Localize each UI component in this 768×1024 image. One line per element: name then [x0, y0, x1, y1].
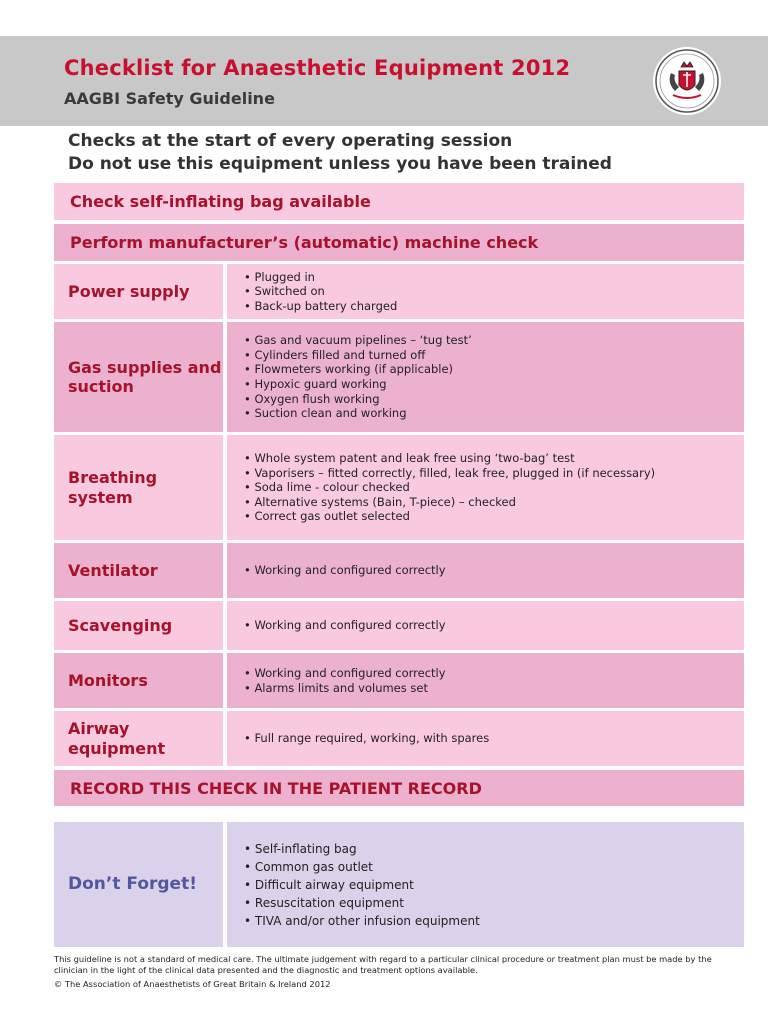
section-scavenging [54, 601, 744, 650]
section-label: Ventilator [54, 543, 223, 598]
section-label: Gas supplies and suction [54, 322, 223, 432]
coat-of-arms-icon [653, 47, 721, 115]
list-item: • TIVA and/or other infusion equipment [244, 913, 480, 928]
footer-disclaimer: This guideline is not a standard of medical care. The ultimate judgement with regard to a particular clinical procedure or treatment plan must be made by the clinician in the light of the clinical data presented and the diagnostic and treatment options available. [54, 954, 712, 975]
forget-list [244, 840, 480, 930]
list-item: • Back-up battery charged [244, 298, 398, 313]
forget-label: Don’t Forget! [54, 822, 223, 947]
section-monitors [54, 653, 744, 708]
page-title: Checklist for Anaesthetic Equipment 2012 [64, 56, 571, 80]
list-item: • Correct gas outlet selected [244, 509, 410, 524]
list-item: • Soda lime - colour checked [244, 480, 410, 495]
page-subtitle: AAGBI Safety Guideline [64, 89, 275, 108]
intro-line-2: Do not use this equipment unless you have been trained [68, 154, 612, 174]
item-list [244, 731, 489, 746]
list-item: • Full range required, working, with spares [244, 731, 490, 746]
list-item: • Alternative systems (Bain, T-piece) – checked [244, 494, 516, 509]
list-item: • Common gas outlet [244, 859, 373, 874]
section-content [227, 435, 744, 540]
list-item: • Resuscitation equipment [244, 895, 404, 910]
bar-record-check: RECORD THIS CHECK IN THE PATIENT RECORD [54, 770, 744, 806]
list-item: • Difficult airway equipment [244, 877, 414, 892]
list-item: • Whole system patent and leak free using ‘two-bag’ test [244, 451, 575, 466]
list-item: • Plugged in [244, 269, 315, 284]
section-label: Breathing system [54, 435, 223, 540]
section-power-supply [54, 264, 744, 319]
section-content [227, 711, 744, 766]
item-list [244, 333, 472, 421]
item-list [244, 618, 446, 633]
list-item: • Working and configured correctly [244, 618, 446, 633]
list-item: • Alarms limits and volumes set [244, 680, 428, 695]
list-item: • Self-inflating bag [244, 841, 357, 856]
section-content [227, 653, 744, 708]
section-content [227, 601, 744, 650]
section-label: Power supply [54, 264, 223, 319]
list-item: • Cylinders filled and turned off [244, 347, 426, 362]
section-label: Monitors [54, 653, 223, 708]
section-label: Scavenging [54, 601, 223, 650]
item-list [244, 666, 446, 695]
section-content [227, 322, 744, 432]
list-item: • Hypoxic guard working [244, 377, 387, 391]
list-item: • Flowmeters working (if applicable) [244, 362, 454, 377]
section-ventilator [54, 543, 744, 598]
bar-machine-check: Perform manufacturer’s (automatic) machine check [54, 224, 744, 261]
list-item: • Working and configured correctly [244, 665, 446, 680]
item-list [244, 270, 397, 314]
intro-line-1: Checks at the start of every operating session [68, 131, 513, 151]
list-item: • Gas and vacuum pipelines – ‘tug test’ [244, 333, 472, 348]
section-dont-forget [54, 822, 744, 947]
section-airway-equipment [54, 711, 744, 766]
section-content [227, 264, 744, 319]
section-breathing-system [54, 435, 744, 540]
footer-copyright: © The Association of Anaesthetists of Great Britain & Ireland 2012 [54, 979, 331, 989]
list-item: • Suction clean and working [244, 406, 407, 421]
list-item: • Oxygen flush working [244, 391, 380, 406]
item-list [244, 563, 446, 578]
list-item: • Vaporisers – fitted correctly, filled, leak free, plugged in (if necessary) [244, 465, 656, 480]
bar-check-bag: Check self-inflating bag available [54, 183, 744, 220]
list-item: • Working and configured correctly [244, 563, 446, 578]
section-content [227, 543, 744, 598]
section-label: Airway equipment [54, 711, 223, 766]
list-item: • Switched on [244, 284, 325, 299]
forget-content [227, 822, 744, 947]
section-gas-supplies [54, 322, 744, 432]
item-list [244, 451, 655, 524]
